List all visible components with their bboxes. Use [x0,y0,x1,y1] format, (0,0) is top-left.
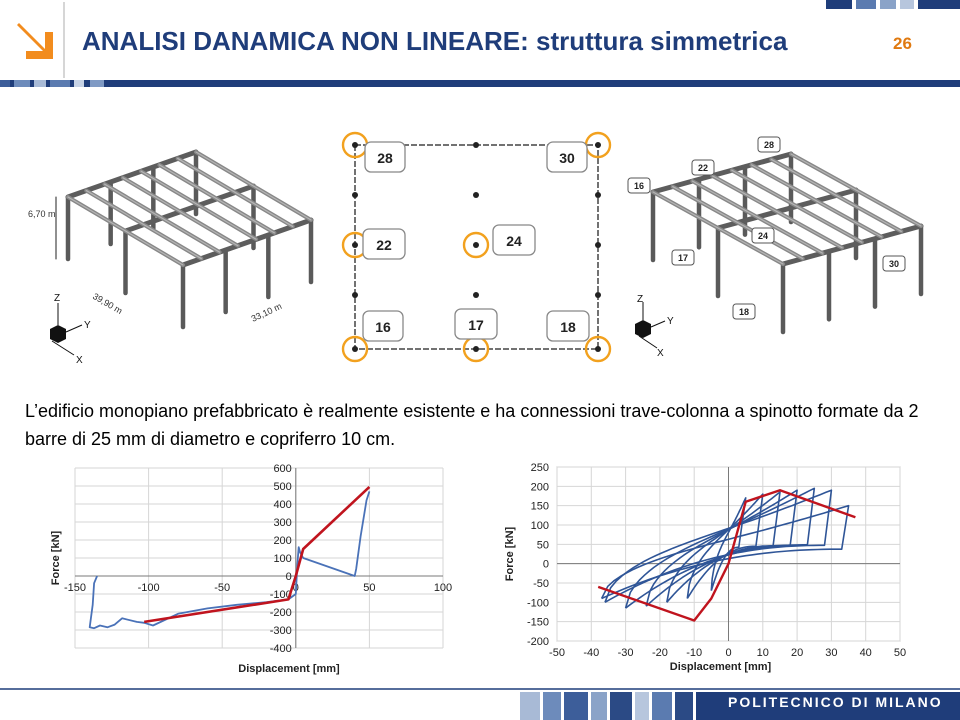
axis-label-x: X [76,355,83,366]
x-tick-label: 40 [859,647,872,659]
y-tick-label: -200 [526,636,549,648]
y-tick-label: 0 [542,558,549,571]
height-label: 6,70 m [28,209,56,219]
y-tick-label: 600 [273,463,292,475]
arrow-down-right-icon [12,18,58,64]
width-label: 33,10 m [249,301,284,324]
plan-column-dot [352,242,358,248]
x-tick-label: 50 [363,582,376,594]
y-tick-label: -100 [526,597,549,610]
y-tick-label: 200 [530,481,549,494]
x-tick-label: 20 [790,647,804,659]
plan-node-16 [363,311,403,341]
plan-column-dot [595,192,601,198]
y-tick-label: 300 [273,517,292,529]
x-tick-label: -40 [583,647,600,659]
plan-node-30 [547,142,587,172]
svg-text:30: 30 [559,150,575,166]
svg-text:Z: Z [637,294,644,305]
y-axis-title: Force [kN] [50,530,62,586]
x-tick-label: -50 [549,647,565,659]
plan-node-17 [455,309,497,339]
axis-label-y: Y [84,320,91,331]
plan-column-dot [595,346,601,352]
plan-column-dot [473,242,479,248]
y-tick-label: 500 [273,481,292,493]
svg-text:16: 16 [633,181,645,191]
svg-text:28: 28 [763,140,775,150]
axis-triad-2 [635,294,674,359]
plan-column-dot [352,292,358,298]
iso-node-30 [883,256,905,271]
x-tick-label: 10 [756,647,769,659]
length-label: 39,90 m [91,291,125,316]
x-axis-title: Displacement [mm] [669,661,772,673]
y-tick-label: 250 [530,462,549,474]
x-tick-label: 100 [433,582,453,594]
plan-column-dot [352,142,358,148]
plan-node-22 [363,229,405,259]
plan-column-dot [352,192,358,198]
footer-brand: POLITECNICO DI MILANO [728,694,943,710]
body-text: L’edificio monopiano prefabbricato è realmente esistente e ha connessioni trave-colonna a spinotto formate da 2 barre di 25 mm di diametro e copriferro 10 cm. [25,401,919,449]
svg-text:24: 24 [757,231,769,241]
x-tick-label: 50 [893,647,907,659]
iso-node-17 [672,250,694,265]
plan-column-dot [473,292,479,298]
chart-backbone [45,460,465,680]
x-tick-label: -150 [63,582,87,594]
chart-hysteresis [495,458,915,680]
plan-column-dot [595,242,601,248]
svg-text:30: 30 [888,259,900,269]
structure-3d-view-nodes [625,130,955,370]
svg-text:16: 16 [375,319,391,335]
iso-node-18 [733,304,755,319]
y-tick-label: -400 [269,643,292,655]
slide-number: 26 [893,34,912,53]
y-tick-label: 50 [536,539,549,552]
axis-triad [50,293,91,366]
svg-text:22: 22 [697,163,709,173]
x-tick-label: 0 [725,647,732,659]
y-tick-label: 150 [530,500,549,513]
structure-3d-view [20,135,330,370]
plan-node-18 [547,311,589,341]
iso-node-16 [628,178,650,193]
plan-column-dot [595,292,601,298]
y-tick-label: 100 [530,520,549,532]
x-tick-label: -20 [651,647,668,659]
y-tick-label: -300 [269,625,292,637]
svg-text:18: 18 [560,319,576,335]
slide-title: ANALISI DANAMICA NON LINEARE: struttura simmetrica [82,26,788,56]
y-tick-label: -200 [269,607,292,619]
plan-column-dot [352,346,358,352]
svg-text:17: 17 [677,253,689,263]
y-tick-label: -150 [526,616,549,629]
plan-column-dot [473,142,479,148]
x-tick-label: 0 [292,582,299,594]
y-tick-label: 0 [285,571,292,583]
y-tick-label: -100 [269,589,292,601]
x-tick-label: -50 [214,582,231,594]
axis-label-z: Z [54,293,61,304]
svg-text:28: 28 [377,150,393,166]
svg-text:24: 24 [506,233,522,249]
svg-text:22: 22 [376,237,392,253]
plan-column-dot [595,142,601,148]
x-axis-title: Displacement [mm] [238,663,340,675]
x-tick-label: -100 [137,582,160,594]
plan-node-24 [493,225,535,255]
iso-node-24 [752,228,774,243]
iso-node-22 [692,160,714,175]
x-tick-label: -30 [617,647,634,659]
x-tick-label: -10 [686,647,703,659]
y-tick-label: -50 [533,578,549,590]
svg-text:17: 17 [468,317,484,333]
y-axis-title: Force [kN] [504,526,516,582]
plan-column-dot [473,346,479,352]
y-tick-label: 400 [273,499,292,511]
y-tick-label: 100 [273,553,292,565]
svg-text:18: 18 [738,307,750,317]
iso-node-28 [758,137,780,152]
svg-text:X: X [657,348,664,359]
svg-text:Y: Y [667,316,674,327]
plan-column-dot [473,192,479,198]
x-tick-label: 30 [825,647,838,659]
plan-node-28 [365,142,405,172]
plan-view [335,125,625,370]
y-tick-label: 200 [273,535,292,547]
